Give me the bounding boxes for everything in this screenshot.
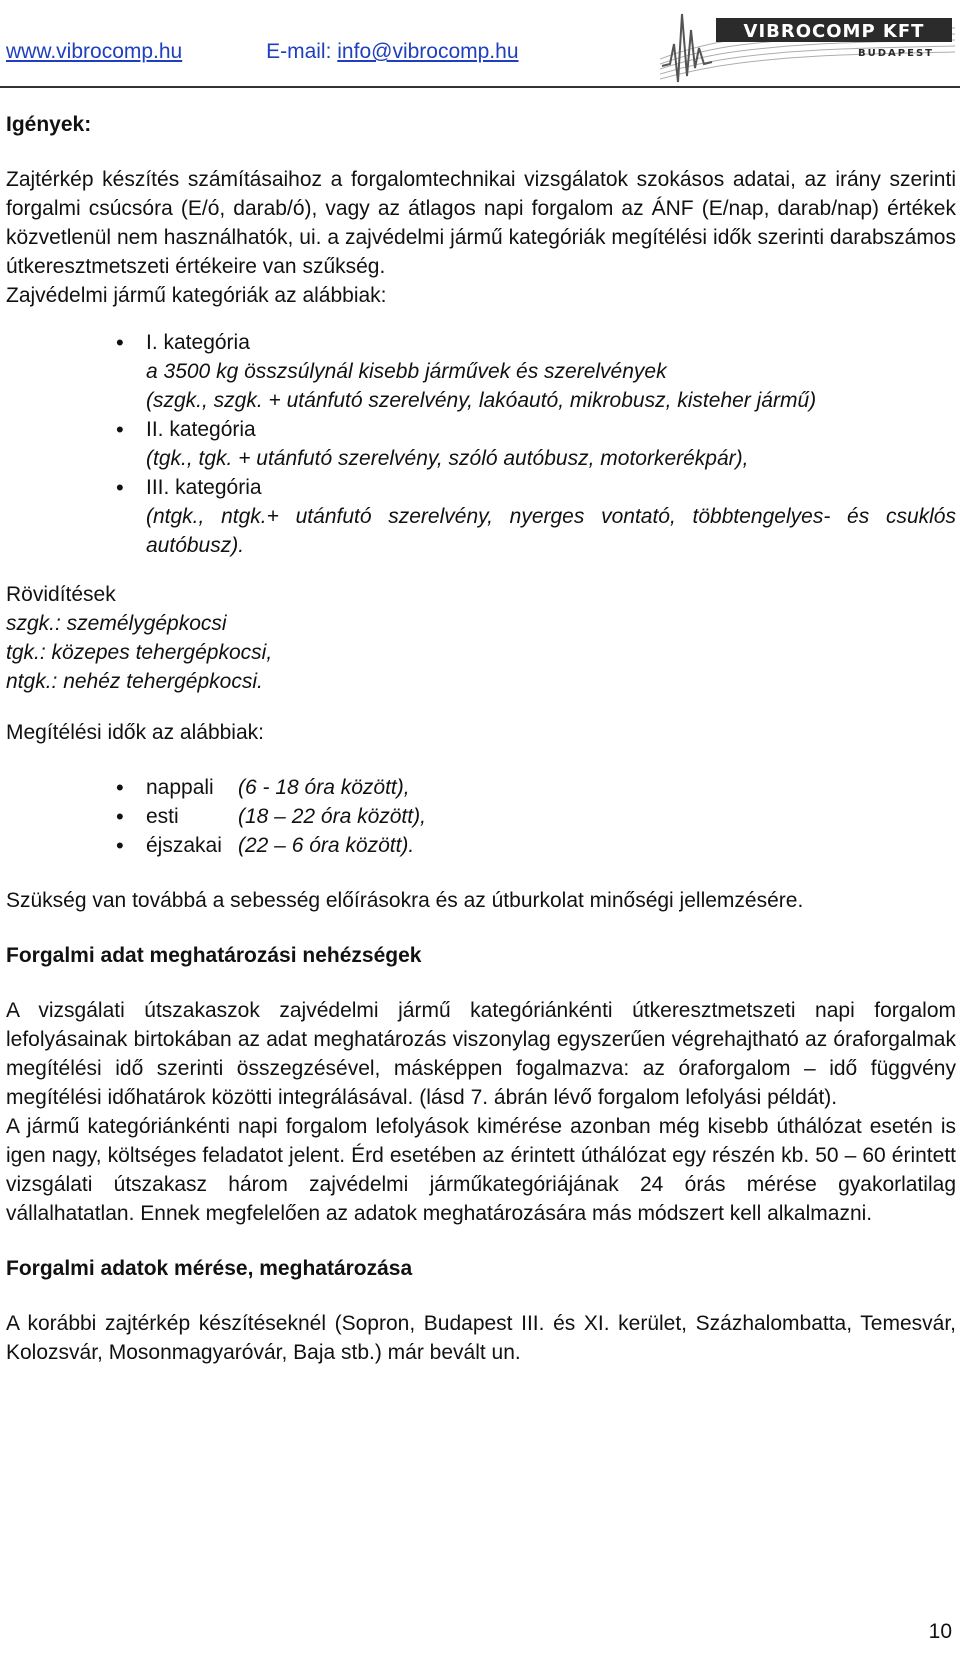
category-detail: a 3500 kg összsúlynál kisebb járművek és szerelvények: [146, 360, 667, 383]
section-title-igenyek: Igények:: [6, 113, 92, 136]
time-name: nappali: [146, 776, 214, 799]
category-detail: (szgk., szgk. + utánfutó szerelvény, lakóautó, mikrobusz, kisteher jármű): [146, 389, 817, 412]
vibrocomp-logo: [660, 4, 955, 86]
difficulties-paragraph-1: A vizsgálati útszakaszok zajvédelmi jármű kategóriánkénti útkeresztmetszeti napi forgalom lefolyásainak birtokában az adat meghatározás viszonylag egyszerűen végrehajtható az óraforgalmak megítélési idő szerinti összegzésével, másképpen fogalmazva: az óraforgalom – idő függvény megítélési időhatárok közötti integrálásával. (lásd 7. ábrán lévő forgalom lefolyási példát).: [6, 999, 956, 1109]
abbreviations-title: Rövidítések: [6, 583, 116, 606]
abbreviation-item: tgk.: közepes tehergépkocsi,: [6, 641, 273, 664]
list-item: [6, 831, 956, 860]
abbreviation-item: ntgk.: nehéz tehergépkocsi.: [6, 670, 263, 693]
category-detail: (tgk., tgk. + utánfutó szerelvény, szóló autóbusz, motorkerékpár),: [146, 447, 749, 470]
list-item: [6, 473, 956, 560]
list-item: [6, 802, 956, 831]
speed-paragraph: Szükség van továbbá a sebesség előírásokra és az útburkolat minőségi jellemzésére.: [6, 889, 804, 912]
list-item: [6, 773, 956, 802]
time-name: esti: [146, 805, 179, 828]
category-name: III. kategória: [146, 476, 262, 499]
time-name: éjszakai: [146, 834, 222, 857]
logo-text: VIBROCOMP KFT: [743, 21, 925, 42]
header-links: [6, 40, 519, 64]
page-header: [0, 0, 960, 90]
intro-paragraph: Zajtérkép készítés számításaihoz a forgalomtechnikai vizsgálatok szokásos adatai, az irány szerinti forgalmi csúcsóra (E/ó, darab/ó), vagy az átlagos napi forgalom az ÁNF (E/nap, darab/nap) értékek közvetlenül nem használhatók, ui. a zajvédelmi jármű kategóriák megítélési idők szerinti darabszámos útkeresztmetszeti értékeire van szűkség.: [6, 168, 956, 278]
difficulties-paragraph-2: A jármű kategóriánkénti napi forgalom lefolyások kimérése azonban még kisebb úthálózat esetén is igen nagy, költséges feladatot jelent. Érd esetében az érintett úthálózat egy részén kb. 50 – 60 érintett vizsgálati útszakasz három zajvédelmi járműkategóriájának 24 órás mérése gyakorlatilag vállalhatatlan. Ennek megfelelően az adatok meghatározására más módszert kell alkalmazni.: [6, 1115, 956, 1225]
list-item: [6, 328, 956, 415]
category-list: [6, 328, 956, 560]
times-intro: Megítélési idők az alábbiak:: [6, 721, 264, 744]
email-link[interactable]: info@vibrocomp.hu: [337, 40, 519, 63]
abbreviation-item: szgk.: személygépkocsi: [6, 612, 227, 635]
document-body: [6, 110, 956, 1367]
category-detail: (ntgk., ntgk.+ utánfutó szerelvény, nyerges vontató, többtengelyes- és csuklós autóbusz).: [146, 505, 956, 557]
logo-subtext: BUDAPEST: [858, 48, 934, 59]
category-name: II. kategória: [146, 418, 256, 441]
categories-intro: Zajvédelmi jármű kategóriák az alábbiak:: [6, 284, 387, 307]
section-title-difficulties: Forgalmi adat meghatározási nehézségek: [6, 944, 422, 967]
website-link[interactable]: www.vibrocomp.hu: [6, 40, 183, 63]
time-range: (22 – 6 óra között).: [238, 834, 415, 857]
section-title-measurement: Forgalmi adatok mérése, meghatározása: [6, 1257, 413, 1280]
list-item: [6, 415, 956, 473]
header-divider: [0, 86, 960, 88]
time-range: (18 – 22 óra között),: [238, 805, 426, 828]
times-list: [6, 773, 956, 860]
measurement-paragraph: A korábbi zajtérkép készítéseknél (Sopron, Budapest III. és XI. kerület, Százhalombatta, Temesvár, Kolozsvár, Mosonmagyaróvár, Baja stb.) már bevált un.: [6, 1312, 956, 1364]
category-name: I. kategória: [146, 331, 250, 354]
page-number: 10: [928, 1620, 952, 1643]
time-range: (6 - 18 óra között),: [238, 776, 410, 799]
email-label: E-mail:: [266, 40, 332, 63]
